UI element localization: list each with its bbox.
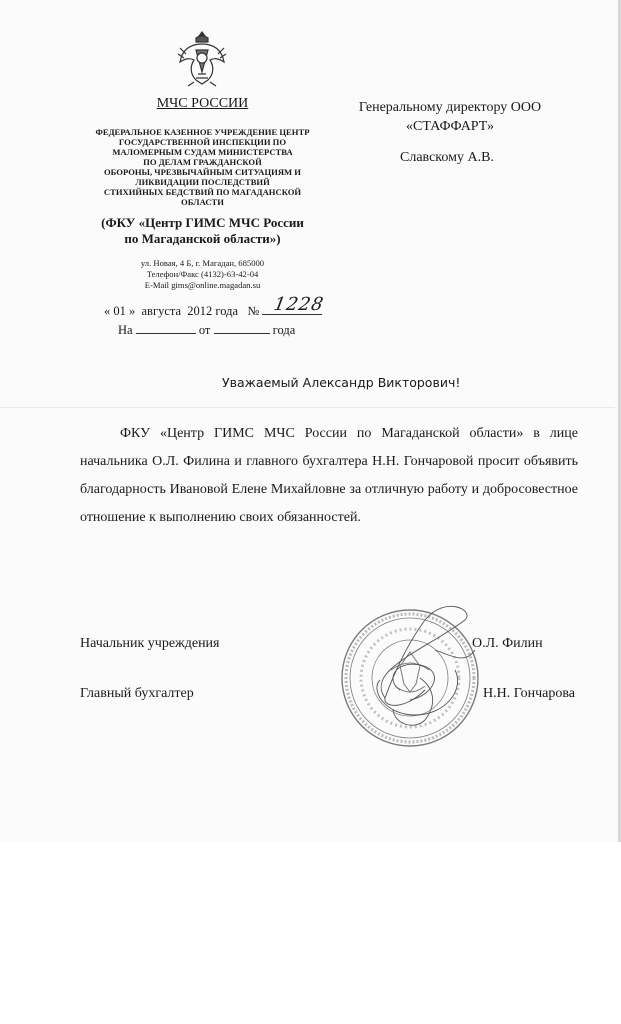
date-day: « 01 » <box>104 304 136 318</box>
organization-full-name <box>80 127 325 207</box>
stamp-seal-icon <box>325 590 495 760</box>
org-line: ФЕДЕРАЛЬНОЕ КАЗЕННОЕ УЧРЕЖДЕНИЕ ЦЕНТР <box>95 127 310 137</box>
org-line: ПО ДЕЛАМ ГРАЖДАНСКОЙ <box>143 157 262 167</box>
greeting: Уважаемый Александр Викторович! <box>222 375 461 390</box>
org-line: ГОСУДАРСТВЕННОЙ ИНСПЕКЦИИ ПО <box>118 137 287 147</box>
address-text: ул. Новая, 4 Б, г. Магадан, 685000 <box>140 258 265 268</box>
org-line: СТИХИЙНЫХ БЕДСТВИЙ ПО МАГАДАНСКОЙ <box>103 187 302 197</box>
phone-text: Телефон/Факс (4132)-63-42-04 <box>146 269 259 279</box>
paper-fold-line <box>0 407 615 408</box>
signatory-name: Н.Н. Гончарова <box>483 686 575 701</box>
organization-short-name <box>90 215 315 247</box>
org-line: ЛИКВИДАЦИИ ПОСЛЕДСТВИЙ <box>135 177 270 187</box>
date-year: 2012 года <box>187 304 239 318</box>
addressee-block <box>345 98 555 136</box>
email-text: E-Mail gims@online.magadan.su <box>144 280 261 290</box>
date-month: августа <box>141 304 182 318</box>
org-line: ОБЛАСТИ <box>181 197 224 207</box>
ref-prefix: На <box>118 323 133 337</box>
ref-middle: от <box>198 323 211 337</box>
ref-suffix: года <box>272 323 296 337</box>
number-label: № <box>247 304 260 318</box>
addressee-line-1: Генеральному директору ООО <box>358 100 542 115</box>
handwritten-number: 1228 <box>272 294 327 315</box>
reference-line <box>118 323 358 338</box>
letter-body: ФКУ «Центр ГИМС МЧС России по Магаданской области» в лице начальника О.Л. Филина и главного бухгалтера Н.Н. Гончаровой просит объявить благодарность Ивановой Елене Михайловне за отличную работу и добросовестное отношение к выполнению своих обязанностей. <box>80 426 578 525</box>
ref-date-blank <box>214 333 270 334</box>
emchs-emblem-icon <box>176 28 228 88</box>
short-name-line: (ФКУ «Центр ГИМС МЧС России <box>101 215 304 230</box>
outgoing-number-field <box>262 294 327 315</box>
org-line: ОБОРОНЫ, ЧРЕЗВЫЧАЙНЫМ СИТУАЦИЯМ И <box>104 167 301 177</box>
addressee-line-2: «СТАФФАРТ» <box>406 119 494 134</box>
signatory-role: Начальник учреждения <box>80 636 220 651</box>
org-line: МАЛОМЕРНЫМ СУДАМ МИНИСТЕРСТВА <box>112 147 293 157</box>
signatory-role: Главный бухгалтер <box>80 686 194 701</box>
contact-block <box>110 258 295 291</box>
date-number-line <box>104 294 344 319</box>
signatory-name: О.Л. Филин <box>472 636 543 651</box>
addressee-name: Славскому А.В. <box>400 150 494 165</box>
short-name-line: по Магаданской области») <box>124 231 281 246</box>
ref-number-blank <box>136 333 196 334</box>
agency-name: МЧС РОССИИ <box>156 96 249 111</box>
